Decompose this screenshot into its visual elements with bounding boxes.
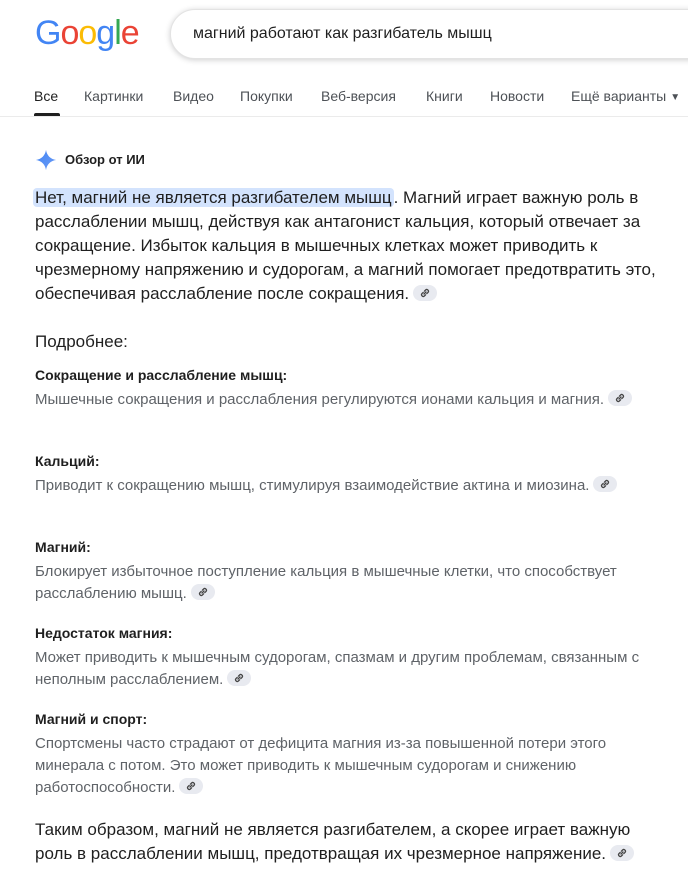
section-body	[35, 389, 675, 411]
tab-more-options[interactable]	[571, 88, 680, 104]
logo-letter: l	[114, 14, 121, 52]
tab-all[interactable]: Все	[34, 88, 59, 104]
lead-text: . Магний играет важную роль в расслаблении мышц, действуя как антагонист кальция, который отвечает за сокращение. Избыток кальция в мышечных клетках может приводить к чрезмерному напряжению и судорогам, а магний помогает предотвратить это, обеспечивая расслабление после сокращения.	[35, 188, 656, 303]
section	[35, 538, 675, 605]
logo-letter: o	[60, 14, 79, 52]
section-text: Может приводить к мышечным судорогам, спазмам и другим проблемам, связанным с неполным расслаблением.	[35, 649, 640, 688]
link-icon	[616, 847, 628, 859]
caret-down-icon: ▼	[670, 92, 681, 103]
logo-letter: g	[96, 14, 115, 52]
section	[35, 366, 675, 411]
section	[35, 624, 675, 691]
header	[0, 0, 688, 116]
section-title: Магний:	[35, 539, 91, 555]
section-title: Кальций:	[35, 453, 100, 469]
tab-shopping[interactable]: Покупки	[240, 88, 293, 104]
closing-paragraph	[35, 818, 655, 866]
tab-images[interactable]: Картинки	[84, 88, 144, 104]
ai-overview-label: Обзор от ИИ	[65, 152, 145, 167]
section-text: Блокирует избыточное поступление кальция в мышечные клетки, что способствует расслаблению мышц.	[35, 563, 617, 602]
section-body	[35, 733, 675, 799]
source-link-chip[interactable]	[608, 390, 632, 406]
tab-web[interactable]: Веб-версия	[321, 88, 396, 104]
source-link-chip[interactable]	[413, 285, 437, 301]
link-icon	[614, 392, 626, 404]
section-text: Мышечные сокращения и расслабления регулируются ионами кальция и магния.	[35, 391, 604, 408]
link-icon	[599, 478, 611, 490]
section-body	[35, 561, 675, 605]
tab-news[interactable]: Новости	[490, 88, 545, 104]
logo-letter: e	[120, 14, 139, 52]
section-title: Сокращение и расслабление мышц:	[35, 367, 288, 383]
search-input[interactable]: магний работают как разгибатель мышц	[193, 25, 492, 42]
ai-overview-lead	[35, 186, 675, 306]
link-icon	[197, 586, 209, 598]
ai-overview-content	[35, 186, 675, 863]
section	[35, 710, 675, 799]
section-body	[35, 475, 675, 497]
header-divider	[0, 116, 688, 117]
tab-more-label: Ещё варианты	[571, 88, 667, 104]
highlighted-answer: Нет, магний не является разгибателем мышц	[35, 188, 392, 207]
section-text: Спортсмены часто страдают от дефицита магния из-за повышенной потери этого минерала с потом. Это может приводить к мышечным судорогам и снижению работоспособности.	[35, 735, 607, 796]
google-logo[interactable]	[35, 13, 139, 53]
source-link-chip[interactable]	[593, 476, 617, 492]
section-text: Приводит к сокращению мышц, стимулируя взаимодействие актина и миозина.	[35, 477, 590, 494]
closing-text: Таким образом, магний не является разгибателем, а скорее играет важную роль в расслаблении мышц, предотвращая их чрезмерное напряжение.	[35, 820, 631, 863]
tab-books[interactable]: Книги	[426, 88, 463, 104]
source-link-chip[interactable]	[227, 670, 251, 686]
search-box[interactable]	[170, 9, 688, 59]
section	[35, 452, 675, 497]
link-icon	[233, 672, 245, 684]
tab-video[interactable]: Видео	[173, 88, 214, 104]
source-link-chip[interactable]	[179, 778, 203, 794]
logo-letter: G	[35, 14, 61, 52]
section-title: Магний и спорт:	[35, 711, 148, 727]
logo-letter: o	[78, 14, 97, 52]
more-heading: Подробнее:	[35, 332, 128, 351]
section-body	[35, 647, 675, 691]
search-tabs	[0, 84, 688, 116]
gemini-sparkle-icon	[35, 148, 57, 172]
link-icon	[419, 287, 431, 299]
source-link-chip[interactable]	[610, 845, 634, 861]
source-link-chip[interactable]	[191, 584, 215, 600]
section-title: Недостаток магния:	[35, 625, 173, 641]
link-icon	[185, 780, 197, 792]
